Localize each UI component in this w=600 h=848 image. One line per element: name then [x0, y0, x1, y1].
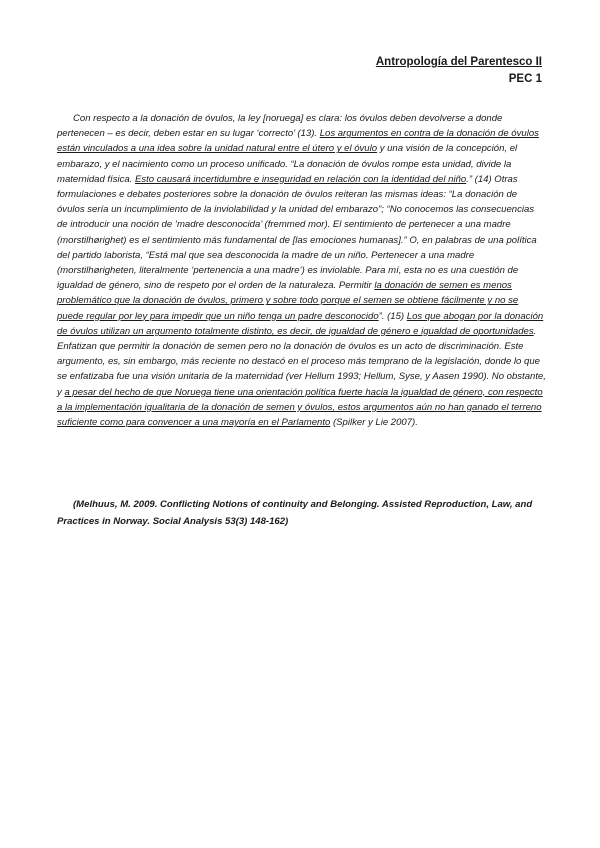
citation-text: (Melhuus, M. 2009. Conflicting Notions of continuity and Belonging. Assisted Reproduction, Law, and Practices in Norway. Social Analysis 53(3) 148-162) — [57, 499, 533, 527]
document-header — [376, 54, 542, 88]
text-segment: (Spilker y Lie 2007). — [330, 417, 418, 429]
underlined-segment: la donación de semen es menos problemático que la donación de óvulos, primero y sobre todo porque el semen se obtiene fácilmente y no se puede regular por ley para impedir que un niño tenga un padre desconocido — [57, 280, 519, 322]
text-segment: .” (14) Otras formulaciones e debates posteriores sobre la donación de óvulos reiteran las mismas ideas: “La donación de óvulos sería un incumplimiento de la inviolabilidad y la unidad del embarazo”; “No conocemos las consecuencias de introducir una noción de ‘madre desconocida’ (fremmed mor). El sentimiento de pertenecer a una madre (morstilhørighet) es el sentimiento más fundamental de [las emociones humanas].” O, en palabras de una política del partido laborista, “Está mal que sea desconocida la madre de un niño. Pertenecer a una madre (morstilhørigheten, literalmente ‘pertenencia a una madre’) es inviolable. Para mí, esta no es una cuestión de igualdad de género, sino de respeto por el orden de la naturaleza. Permitir — [57, 173, 537, 292]
course-title: Antropología del Parentesco II — [375, 56, 542, 68]
text-segment: y una visión de la concepción, el embarazo, y el nacimiento como un proceso unificado. “La donación de óvulos rompe esta unidad, divide la maternidad física. — [57, 143, 518, 185]
text-segment: ”. (15) — [378, 310, 407, 322]
text-segment: . Enfatizan que permitir la donación de semen pero no la donación de óvulos es un acto de discriminación. Este argumento, es, sin embargo, más reciente no destacó en el proceso más temprano de la legislación, donde lo que se enfatizaba fue una visión unitaria de la maternidad (ver Hellum 1993; Hellum, Syse, y Aasen 1990). No obstante, y — [57, 325, 546, 398]
bibliographic-citation — [57, 496, 546, 530]
underlined-segment: Esto causará incertidumbre e inseguridad en relación con la identidad del niño — [135, 173, 467, 185]
underlined-segment: Los argumentos en contra de la donación de óvulos están vinculados a una idea sobre la unidad natural entre el útero y el óvulo — [57, 128, 539, 155]
underlined-segment: a pesar del hecho de que Noruega tiene una orientación política fuerte hacia la igualdad de género, con respecto a la implementación igualitaria de la donación de semen y óvulos, estos argumentos aún no han ganado el terreno suficiente como para convencer a una mayoría en el Parlamento — [57, 386, 543, 429]
underlined-segment: Los que abogan por la donación de óvulos utilizan un argumento totalmente distinto, es decir, de igualdad de género e igualdad de oportunidades — [57, 310, 544, 337]
text-segment: Con respecto a la donación de óvulos, la ley [noruega] es clara: los óvulos deben devolverse a donde pertenecen – es decir, deben estar en su lugar ‘correcto’ (13). — [57, 113, 503, 140]
assignment-label: PEC 1 — [508, 73, 542, 85]
body-paragraph — [57, 111, 546, 430]
